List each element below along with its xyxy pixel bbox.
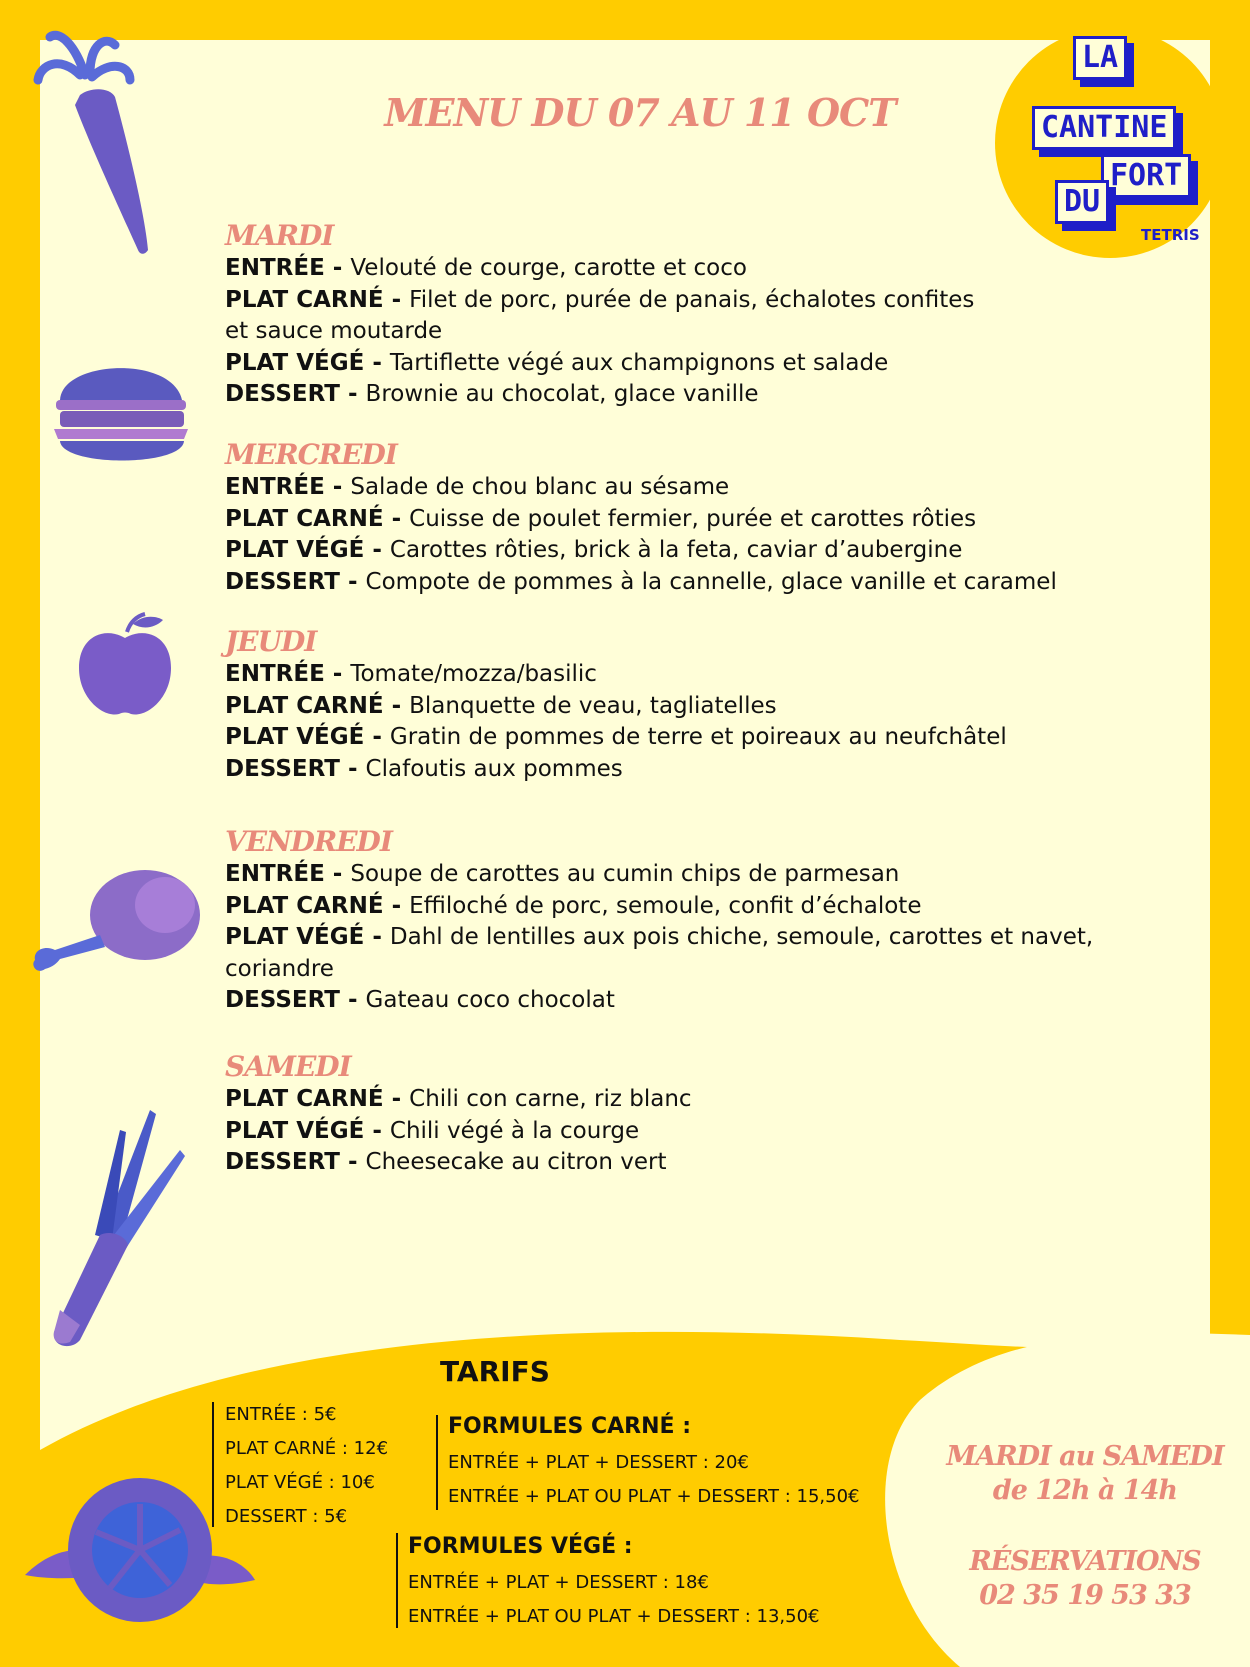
logo-word-du: DU [1055,180,1109,224]
day-name: MERCREDI [225,438,397,471]
menu-line: DESSERT - Compote de pommes à la cannelle, glace vanille et caramel [225,568,1057,595]
price-entree: ENTRÉE : 5€ [225,1404,337,1425]
price-plat-vege: PLAT VÉGÉ : 10€ [225,1472,375,1493]
opening-time: de 12h à 14h [992,1475,1178,1506]
reservations [920,1545,1250,1613]
menu-line: ENTRÉE - Tomate/mozza/basilic [225,661,597,687]
menu-line: PLAT CARNÉ - Cuisse de poulet fermier, purée et carottes rôties [225,505,977,532]
menu-line: ENTRÉE - Salade de chou blanc au sésame [225,474,730,500]
tarifs-title: TARIFS [440,1355,550,1388]
day-name: SAMEDI [225,1050,351,1083]
logo-word-cantine: CANTINE [1032,106,1176,150]
day-mardi [225,220,1175,411]
menu-line: PLAT CARNÉ - Filet de porc, purée de panais, échalotes confites [225,286,975,313]
chicken-leg-icon [25,865,200,975]
divider [436,1415,438,1510]
price-plat-carne: PLAT CARNÉ : 12€ [225,1438,389,1459]
menu-line: DESSERT - Gateau coco chocolat [225,987,615,1013]
reservations-label: RÉSERVATIONS [969,1546,1201,1577]
fruit-leaves-icon [20,1470,260,1625]
phone-number: 02 35 19 53 33 [979,1580,1191,1611]
menu-line: PLAT CARNÉ - Effiloché de porc, semoule, confit d’échalote [225,892,922,919]
menu-line: PLAT CARNÉ - Blanquette de veau, tagliatelles [225,692,777,719]
opening-days: MARDI au SAMEDI [946,1441,1224,1472]
burger-icon [52,355,192,470]
logo-word-fort: FORT [1101,154,1191,198]
menu-line: PLAT VÉGÉ - Gratin de pommes de terre et poireaux au neufchâtel [225,724,1007,750]
carrot-icon [30,25,160,275]
menu-line: PLAT VÉGÉ - Carottes rôties, brick à la feta, caviar d’aubergine [225,537,963,563]
logo-word-la: LA [1073,36,1127,80]
day-name: VENDREDI [225,825,392,858]
formules-carne-head: FORMULES CARNÉ : [448,1414,691,1439]
menu-title: MENU DU 07 AU 11 OCT [384,90,896,135]
formules-vege-head: FORMULES VÉGÉ : [408,1534,633,1559]
menu-line: DESSERT - Clafoutis aux pommes [225,755,623,782]
price-dessert: DESSERT : 5€ [225,1506,348,1527]
menu-line: PLAT VÉGÉ - Tartiflette végé aux champignons et salade [225,349,889,376]
menu-line: DESSERT - Brownie au chocolat, glace vanille [225,381,759,407]
formule-vege-1: ENTRÉE + PLAT + DESSERT : 18€ [408,1572,709,1593]
divider [212,1402,214,1527]
formule-carne-2: ENTRÉE + PLAT OU PLAT + DESSERT : 15,50€ [448,1486,860,1507]
leek-icon [40,1110,190,1355]
formule-vege-2: ENTRÉE + PLAT OU PLAT + DESSERT : 13,50€ [408,1606,820,1627]
menu-line: PLAT CARNÉ - Chili con carne, riz blanc [225,1086,692,1112]
menu-line: ENTRÉE - Velouté de courge, carotte et coco [225,255,747,281]
menu-line: coriandre [225,955,334,982]
logo-brand: TETRIS [1141,226,1200,244]
day-name: MARDI [225,219,334,252]
opening-hours [920,1440,1250,1508]
day-name: JEUDI [225,625,317,658]
divider [396,1533,398,1628]
menu-line: PLAT VÉGÉ - Dahl de lentilles aux pois chiche, semoule, carottes et navet, [225,924,1094,950]
day-mercredi [225,439,1175,598]
day-jeudi [225,626,1175,785]
menu-line: et sauce moutarde [225,318,443,344]
day-samedi [225,1051,1175,1179]
formule-carne-1: ENTRÉE + PLAT + DESSERT : 20€ [448,1452,749,1473]
menu-line: ENTRÉE - Soupe de carottes au cumin chips de parmesan [225,861,900,887]
menu-line: PLAT VÉGÉ - Chili végé à la courge [225,1117,640,1144]
menu-line: DESSERT - Cheesecake au citron vert [225,1149,667,1175]
apple-icon [75,610,175,720]
day-vendredi [225,826,1175,1017]
